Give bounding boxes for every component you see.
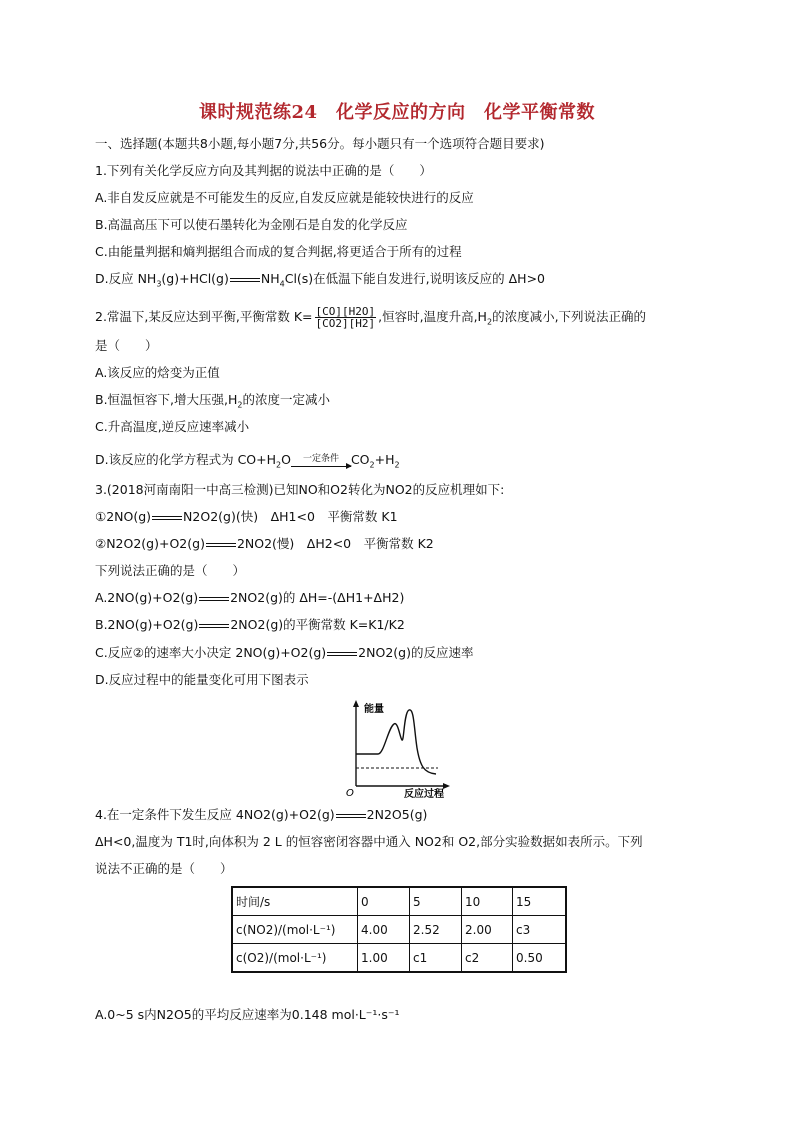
table-cell: c1 (410, 944, 462, 973)
x-axis-arrow-icon (443, 783, 450, 789)
q4-option-a: A.0~5 s内N2O5的平均反应速率为0.148 mol·L⁻¹·s⁻¹ (95, 1007, 400, 1022)
q2-d-sub-2b: 2 (369, 460, 375, 470)
table-cell: c(NO2)/(mol·L⁻¹) (232, 916, 358, 944)
q3-step2-text-1: ②N2O2(g)+O2(g) (95, 536, 205, 551)
equilibrium-arrow-icon (230, 277, 260, 283)
table-cell: c3 (513, 916, 567, 944)
q1-option-a: A.非自发反应就是不可能发生的反应,自发反应就是能较快进行的反应 (95, 190, 474, 205)
q2-b-text-2: 的浓度一定减小 (242, 392, 331, 407)
y-axis-arrow-icon (353, 700, 359, 707)
q3-option-b (95, 616, 405, 634)
q3-c-text-2: 2NO2(g)的反应速率 (358, 645, 474, 660)
q4-stem-text-1: 4.在一定条件下发生反应 4NO2(g)+O2(g) (95, 807, 335, 822)
table-cell: 2.52 (410, 916, 462, 944)
q1-d-text-1: D.反应 NH (95, 271, 157, 286)
right-arrow-icon (291, 466, 351, 467)
q2-stem (95, 302, 646, 338)
equilibrium-arrow-icon (199, 623, 229, 629)
table-cell: 0.50 (513, 944, 567, 973)
q2-d-text-1: D.该反应的化学方程式为 CO+H (95, 452, 277, 467)
q3-a-text-2: 2NO2(g)的 ΔH=-(ΔH1+ΔH2) (230, 590, 405, 605)
q1-option-c: C.由能量判据和熵判据组合而成的复合判据,将更适合于所有的过程 (95, 244, 462, 259)
q4-line2: ΔH<0,温度为 T1时,向体积为 2 L 的恒容密闭容器中通入 NO2和 O2,部分实验数据如表所示。下列 (95, 834, 643, 849)
q1-d-text-3: NH (260, 271, 280, 286)
table-cell: 15 (513, 887, 567, 916)
data-table (231, 886, 567, 973)
q2-stem-text-3: 的浓度减小,下列说法正确的 (492, 309, 647, 324)
q3-b-text-2: 2NO2(g)的平衡常数 K=K1/K2 (230, 617, 405, 632)
equilibrium-arrow-icon (152, 515, 182, 521)
table-row (232, 887, 566, 916)
q2-stem-text-1: 2.常温下,某反应达到平衡,平衡常数 K= (95, 309, 313, 324)
q3-sub-stem: 下列说法正确的是（ ） (95, 563, 246, 578)
q3-step1 (95, 508, 398, 526)
q1-d-sub-3: 3 (156, 279, 162, 289)
q3-stem: 3.(2018河南南阳一中高三检测)已知NO和O2转化为NO2的反应机理如下: (95, 482, 505, 497)
table-cell: 2.00 (462, 916, 513, 944)
table-cell: 10 (462, 887, 513, 916)
condition-label: 一定条件 (302, 454, 339, 464)
q2-d-text-3: +H (374, 452, 395, 467)
q1-d-text-2: (g)+HCl(g) (161, 271, 229, 286)
q2-option-c: C.升高温度,逆反应速率减小 (95, 419, 250, 434)
fraction-denominator: [CO2][H2] (315, 317, 376, 330)
q2-stem-line2: 是（ ） (95, 338, 158, 353)
q2-d-sub-2: 2 (276, 460, 282, 470)
q2-b-text-1: B.恒温恒容下,增大压强,H (95, 392, 238, 407)
q1-d-sub-4: 4 (279, 279, 285, 289)
table-cell: 5 (410, 887, 462, 916)
equilibrium-arrow-icon (206, 542, 236, 548)
equilibrium-arrow-icon (327, 651, 357, 657)
q2-option-b (95, 391, 330, 415)
q4-stem (95, 806, 427, 824)
q2-d-text-2: CO (350, 452, 370, 467)
table-row (232, 916, 566, 944)
q1-option-d (95, 270, 545, 294)
section-header: 一、选择题(本题共8小题,每小题7分,共56分。每小题只有一个选项符合题目要求) (95, 136, 545, 151)
fraction-numerator: [CO][H2O] (315, 305, 376, 318)
q1-option-b: B.高温高压下可以使石墨转化为金刚石是自发的化学反应 (95, 217, 408, 232)
table-cell: 1.00 (358, 944, 410, 973)
y-axis-label: 能量 (364, 704, 384, 715)
table-row (232, 944, 566, 973)
table-cell: c(O2)/(mol·L⁻¹) (232, 944, 358, 973)
equilibrium-constant-fraction (315, 306, 377, 329)
q2-stem-text-2: ,恒容时,温度升高,H (378, 309, 487, 324)
q2-option-d (95, 447, 400, 479)
condition-arrow (291, 454, 351, 467)
q4-line3: 说法不正确的是（ ） (95, 861, 233, 876)
q1-d-text-4: Cl(s)在低温下能自发进行,说明该反应的 ΔH>0 (284, 271, 546, 286)
q3-option-a (95, 589, 404, 607)
equilibrium-arrow-icon (336, 813, 366, 819)
q3-step1-text-1: ①2NO(g) (95, 509, 152, 524)
q3-b-text-1: B.2NO(g)+O2(g) (95, 617, 199, 632)
q3-option-d: D.反应过程中的能量变化可用下图表示 (95, 672, 309, 687)
q2-b-sub-2: 2 (237, 400, 243, 410)
q2-d-sub-2c: 2 (394, 460, 400, 470)
table-cell: 时间/s (232, 887, 358, 916)
q3-step2 (95, 535, 434, 553)
q1-stem: 1.下列有关化学反应方向及其判据的说法中正确的是（ ） (95, 163, 432, 178)
x-axis-label: 反应过程 (404, 789, 444, 798)
table-cell: 0 (358, 887, 410, 916)
table-cell: 4.00 (358, 916, 410, 944)
table-cell: c2 (462, 944, 513, 973)
q2-sub-2: 2 (486, 317, 493, 327)
q2-option-a: A.该反应的焓变为正值 (95, 365, 220, 380)
q3-a-text-1: A.2NO(g)+O2(g) (95, 590, 199, 605)
q4-stem-text-2: 2N2O5(g) (366, 807, 428, 822)
q2-d-text-o: O (281, 452, 291, 467)
q3-option-c (95, 644, 473, 662)
q3-step2-text-2: 2NO2(慢) ΔH2<0 平衡常数 K2 (236, 536, 434, 551)
q3-c-text-1: C.反应②的速率大小决定 2NO(g)+O2(g) (95, 645, 327, 660)
energy-curve (356, 710, 436, 774)
origin-label: O (346, 788, 354, 798)
energy-profile-diagram (338, 698, 458, 798)
q3-step1-text-2: N2O2(g)(快) ΔH1<0 平衡常数 K1 (183, 509, 398, 524)
page-title: 课时规范练24 化学反应的方向 化学平衡常数 (198, 102, 596, 123)
equilibrium-arrow-icon (199, 596, 229, 602)
